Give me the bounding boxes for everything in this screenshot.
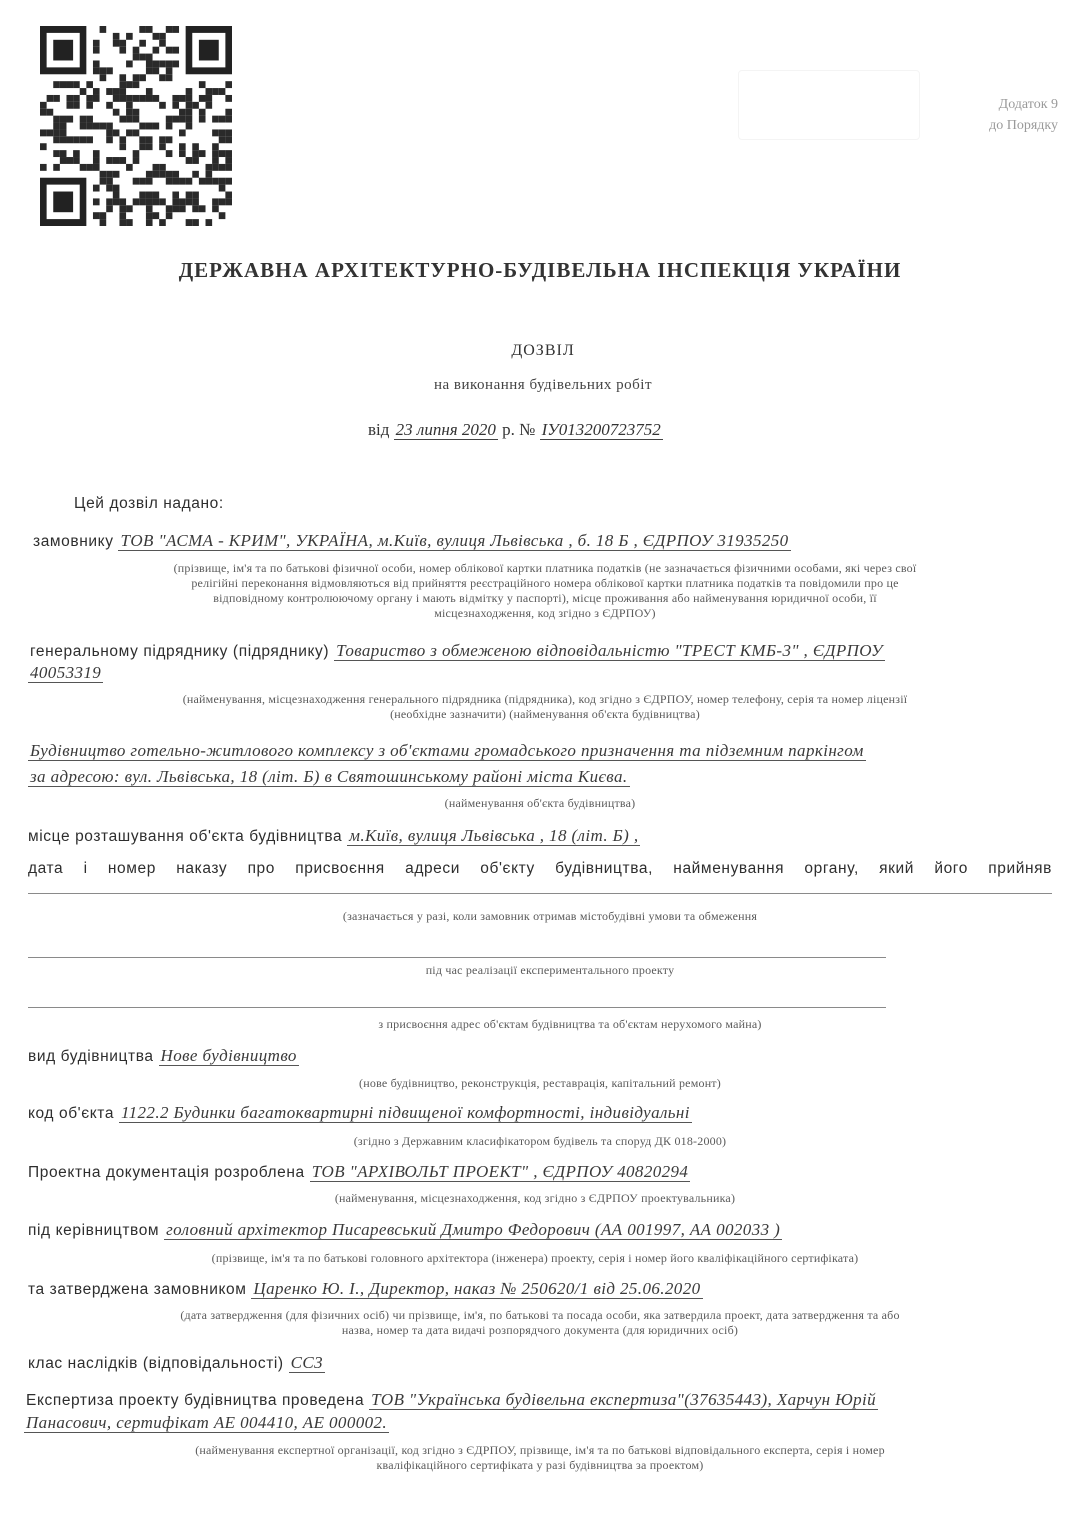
object-code-label: код об'єкта — [28, 1105, 115, 1122]
qr-code — [40, 26, 232, 226]
expertise-label: Експертиза проекту будівництва проведена — [26, 1392, 370, 1409]
contractor-row-2 — [28, 663, 103, 683]
address-order-word: присвоєння — [295, 860, 385, 877]
design-note: (найменування, місцезнаходження, код згідно з ЄДРПОУ проектувальника) — [334, 1191, 736, 1205]
contractor-note-line: (найменування, місцезнаходження генерального підрядника (підрядника), код згідно з ЄДРПОУ, номер телефону, серія та номер ліцензії — [182, 692, 908, 706]
number-prefix: р. № — [502, 420, 536, 439]
approval-value: Царенко Ю. І., Директор, наказ № 250620/1 від 25.06.2020 — [253, 1279, 701, 1298]
consequence-class-label: клас наслідків (відповідальності) — [28, 1355, 284, 1372]
customer-note-line: релігійні переконання відмовляються від прийняття реєстраційного номера облікової картки платника податків та повідомили про це — [191, 576, 899, 590]
design-row — [28, 1162, 690, 1182]
annex-line-2: до Порядку — [989, 118, 1058, 133]
blank-line — [28, 957, 886, 958]
blank-line — [28, 1007, 886, 1008]
contractor-edrpou: 40053319 — [30, 663, 102, 682]
expertise-note-line: (найменування експертної організації, код згідно з ЄДРПОУ, прізвище, ім'я та по батькові відповідального експерта, серія і номер — [195, 1443, 885, 1457]
date-prefix: від — [368, 420, 390, 439]
location-label: місце розташування об'єкта будівництва — [28, 828, 343, 845]
document-subtitle: на виконання будівельних робіт — [433, 377, 652, 393]
construction-type-note: (нове будівництво, реконструкція, реставрація, капітальний ремонт) — [359, 1076, 721, 1090]
address-note-2: під час реалізації експериментального проекту — [425, 963, 675, 977]
customer-note-line: місцезнаходження, код згідно з ЄДРПОУ) — [434, 606, 656, 620]
annex-line-1: Додаток 9 — [998, 97, 1058, 112]
faint-stamp — [738, 70, 920, 140]
object-value-2: за адресою: вул. Львівська, 18 (літ. Б) в Святошинському районі міста Києва. — [30, 767, 628, 786]
supervision-label: під керівництвом — [28, 1222, 160, 1239]
object-code-row — [28, 1103, 692, 1123]
object-row-2 — [28, 767, 630, 787]
annex-reference — [989, 94, 1058, 136]
granted-heading: Цей дозвіл надано: — [74, 495, 224, 512]
design-label: Проектна документація розроблена — [28, 1164, 305, 1181]
construction-type-row — [28, 1046, 299, 1066]
consequence-class-value: СС3 — [290, 1353, 324, 1372]
contractor-note — [30, 692, 1060, 722]
address-order-word: будівництва, — [555, 860, 654, 877]
approval-note — [30, 1308, 1050, 1338]
expertise-row — [26, 1390, 878, 1410]
supervision-row — [28, 1220, 782, 1240]
contractor-label: генеральному підряднику (підряднику) — [30, 643, 330, 660]
address-order-word: наказу — [176, 860, 228, 877]
expertise-note — [40, 1443, 1040, 1473]
blank-line — [28, 893, 1052, 894]
expertise-note-line: кваліфікаційного сертифіката у разі будівництва за проектом) — [376, 1458, 704, 1472]
object-row — [28, 741, 866, 761]
address-order-word: дата — [28, 860, 64, 877]
customer-note — [30, 561, 1060, 621]
address-order-row — [28, 860, 1052, 878]
issuing-authority: ДЕРЖАВНА АРХІТЕКТУРНО-БУДІВЕЛЬНА ІНСПЕКЦІЯ УКРАЇНИ — [178, 258, 902, 282]
customer-label: замовнику — [33, 533, 114, 550]
customer-note-line: (прізвище, ім'я та по батькові фізичної особи, номер облікової картки платника податків (не зазначається фізичними особами, які через свої — [173, 561, 917, 575]
address-order-word: прийняв — [988, 860, 1052, 877]
address-order-word: найменування — [673, 860, 785, 877]
permit-date: 23 липня 2020 — [395, 420, 496, 439]
address-note-1: (зазначається у разі, коли замовник отримав містобудівні умови та обмеження — [342, 909, 758, 923]
approval-note-line: назва, номер та дата видачі розпорядчого документа (для юридичних осіб) — [341, 1323, 739, 1337]
address-order-word: адреси — [405, 860, 461, 877]
supervision-note: (прізвище, ім'я та по батькові головного архітектора (інженера) проекту, серія і номер його кваліфікаційного сертифіката) — [211, 1251, 859, 1265]
permit-date-number — [368, 420, 663, 440]
address-order-word: про — [247, 860, 275, 877]
location-value: м.Київ, вулиця Львівська , 18 (літ. Б) , — [349, 826, 639, 845]
address-order-word: його — [934, 860, 968, 877]
document-title: ДОЗВІЛ — [511, 342, 575, 359]
address-order-word: і — [83, 860, 88, 877]
approval-row — [28, 1279, 703, 1299]
object-value: Будівництво готельно-житлового комплексу з об'єктами громадського призначення та підземним паркінгом — [30, 741, 864, 760]
address-note-3: з присвоєння адрес об'єктам будівництва та об'єктам нерухомого майна) — [378, 1017, 762, 1031]
supervision-value: головний архітектор Писаревський Дмитро Федорович (АА 001997, АА 002033 ) — [166, 1220, 781, 1239]
customer-row — [33, 531, 791, 551]
customer-value: ТОВ "АСМА - КРИМ", УКРАЇНА, м.Київ, вулиця Львівська , б. 18 Б , ЄДРПОУ 31935250 — [120, 531, 789, 550]
customer-note-line: відповідному контролюючому органу і мають відмітку у паспорті), місце проживання або найменування юридичної особи, її — [213, 591, 877, 605]
approval-label: та затверджена замовником — [28, 1281, 247, 1298]
object-code-value: 1122.2 Будинки багатоквартирні підвищеної комфортності, індивідуальні — [120, 1103, 690, 1122]
address-order-word: який — [879, 860, 915, 877]
expertise-value: ТОВ "Українська будівельна експертиза"(37635443), Харчун Юрій — [371, 1390, 877, 1409]
consequence-class-row — [28, 1353, 325, 1373]
contractor-value: Товариство з обмеженою відповідальністю "ТРЕСТ КМБ-3" , ЄДРПОУ — [336, 641, 883, 660]
approval-note-line: (дата затвердження (для фізичних осіб) чи прізвище, ім'я, по батькові та посада особи, яка затвердила проект, дата затвердження та або — [180, 1308, 900, 1322]
expertise-value-2: Панасович, сертифікат АЕ 004410, АЕ 000002. — [26, 1413, 388, 1432]
design-value: ТОВ "АРХІВОЛЬТ ПРОЕКТ" , ЄДРПОУ 40820294 — [311, 1162, 689, 1181]
contractor-note-line: (необхідне зазначити) (найменування об'єкта будівництва) — [390, 707, 700, 721]
expertise-row-2 — [24, 1413, 389, 1433]
construction-type-value: Нове будівництво — [160, 1046, 297, 1065]
object-code-note: (згідно з Державним класифікатором будівель та споруд ДК 018-2000) — [353, 1134, 727, 1148]
permit-number: ІУ013200723752 — [541, 420, 661, 439]
object-note: (найменування об'єкта будівництва) — [444, 796, 636, 810]
construction-type-label: вид будівництва — [28, 1048, 154, 1065]
contractor-row — [30, 641, 885, 661]
address-order-word: органу, — [804, 860, 859, 877]
location-row — [28, 826, 640, 846]
address-order-word: номер — [107, 860, 156, 877]
address-order-word: об'єкту — [480, 860, 535, 877]
